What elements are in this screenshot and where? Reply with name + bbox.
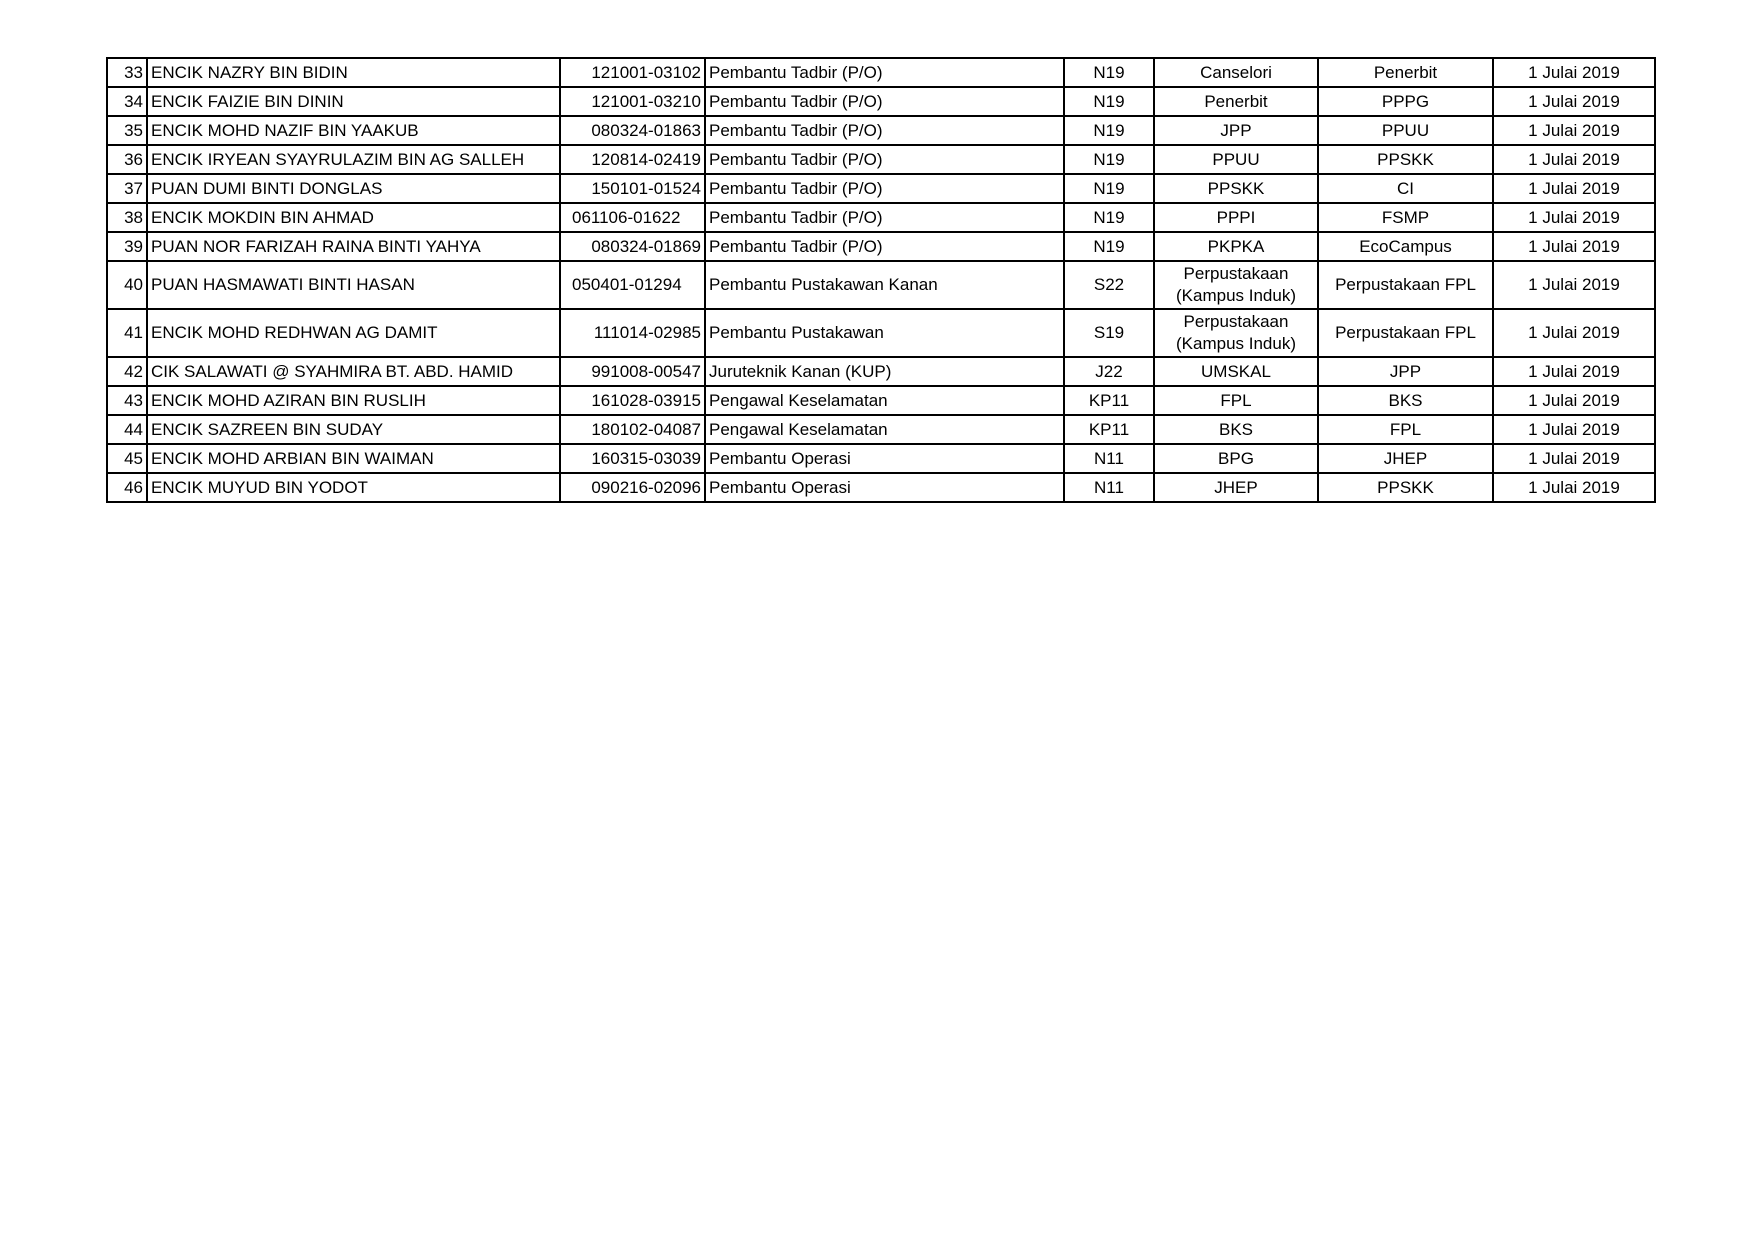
staff-name: ENCIK IRYEAN SYAYRULAZIM BIN AG SALLEH — [147, 145, 560, 174]
row-number: 38 — [107, 203, 147, 232]
from-unit: Canselori — [1154, 58, 1318, 87]
row-number: 40 — [107, 261, 147, 309]
row-number: 45 — [107, 444, 147, 473]
grade: N11 — [1064, 473, 1154, 502]
grade: N19 — [1064, 232, 1154, 261]
staff-name: ENCIK MUYUD BIN YODOT — [147, 473, 560, 502]
staff-id: 050401-01294 — [560, 261, 705, 309]
row-number: 39 — [107, 232, 147, 261]
from-unit: BPG — [1154, 444, 1318, 473]
to-unit: JPP — [1318, 357, 1493, 386]
staff-name: ENCIK NAZRY BIN BIDIN — [147, 58, 560, 87]
from-unit-text: Perpustakaan (Kampus Induk) — [1176, 312, 1296, 353]
grade: J22 — [1064, 357, 1154, 386]
staff-id: 991008-00547 — [560, 357, 705, 386]
from-unit — [1154, 309, 1318, 357]
row-number: 43 — [107, 386, 147, 415]
staff-name: PUAN DUMI BINTI DONGLAS — [147, 174, 560, 203]
staff-id: 080324-01869 — [560, 232, 705, 261]
from-unit-text: Perpustakaan (Kampus Induk) — [1176, 264, 1296, 305]
transfer-table — [106, 57, 1656, 503]
effective-date: 1 Julai 2019 — [1493, 174, 1655, 203]
position: Pembantu Pustakawan Kanan — [705, 261, 1064, 309]
staff-id: 111014-02985 — [560, 309, 705, 357]
effective-date: 1 Julai 2019 — [1493, 386, 1655, 415]
effective-date: 1 Julai 2019 — [1493, 309, 1655, 357]
staff-id: 080324-01863 — [560, 116, 705, 145]
effective-date: 1 Julai 2019 — [1493, 203, 1655, 232]
effective-date: 1 Julai 2019 — [1493, 116, 1655, 145]
staff-id: 150101-01524 — [560, 174, 705, 203]
table-row — [107, 261, 1655, 309]
table-row — [107, 116, 1655, 145]
row-number: 34 — [107, 87, 147, 116]
table-row — [107, 145, 1655, 174]
row-number: 46 — [107, 473, 147, 502]
grade: S22 — [1064, 261, 1154, 309]
to-unit: PPSKK — [1318, 473, 1493, 502]
to-unit: EcoCampus — [1318, 232, 1493, 261]
staff-name: PUAN HASMAWATI BINTI HASAN — [147, 261, 560, 309]
effective-date: 1 Julai 2019 — [1493, 58, 1655, 87]
table-row — [107, 87, 1655, 116]
staff-name: ENCIK MOHD REDHWAN AG DAMIT — [147, 309, 560, 357]
grade: KP11 — [1064, 415, 1154, 444]
effective-date: 1 Julai 2019 — [1493, 145, 1655, 174]
to-unit: JHEP — [1318, 444, 1493, 473]
grade: N19 — [1064, 174, 1154, 203]
position: Pembantu Tadbir (P/O) — [705, 174, 1064, 203]
effective-date: 1 Julai 2019 — [1493, 87, 1655, 116]
from-unit: UMSKAL — [1154, 357, 1318, 386]
grade: N19 — [1064, 145, 1154, 174]
row-number: 35 — [107, 116, 147, 145]
grade: S19 — [1064, 309, 1154, 357]
table-row — [107, 174, 1655, 203]
from-unit: PKPKA — [1154, 232, 1318, 261]
position: Juruteknik Kanan (KUP) — [705, 357, 1064, 386]
grade: KP11 — [1064, 386, 1154, 415]
staff-id: 160315-03039 — [560, 444, 705, 473]
position: Pembantu Tadbir (P/O) — [705, 58, 1064, 87]
table-row — [107, 232, 1655, 261]
to-unit: Perpustakaan FPL — [1318, 261, 1493, 309]
from-unit: JHEP — [1154, 473, 1318, 502]
staff-name: PUAN NOR FARIZAH RAINA BINTI YAHYA — [147, 232, 560, 261]
from-unit: PPPI — [1154, 203, 1318, 232]
to-unit: FSMP — [1318, 203, 1493, 232]
from-unit: JPP — [1154, 116, 1318, 145]
grade: N19 — [1064, 87, 1154, 116]
staff-name: ENCIK FAIZIE BIN DININ — [147, 87, 560, 116]
staff-name: ENCIK MOHD ARBIAN BIN WAIMAN — [147, 444, 560, 473]
row-number: 33 — [107, 58, 147, 87]
row-number: 37 — [107, 174, 147, 203]
effective-date: 1 Julai 2019 — [1493, 473, 1655, 502]
staff-name: ENCIK SAZREEN BIN SUDAY — [147, 415, 560, 444]
grade: N19 — [1064, 203, 1154, 232]
row-number: 41 — [107, 309, 147, 357]
staff-id: 121001-03102 — [560, 58, 705, 87]
from-unit: BKS — [1154, 415, 1318, 444]
staff-id: 120814-02419 — [560, 145, 705, 174]
table-row — [107, 203, 1655, 232]
from-unit: FPL — [1154, 386, 1318, 415]
from-unit: PPUU — [1154, 145, 1318, 174]
effective-date: 1 Julai 2019 — [1493, 444, 1655, 473]
effective-date: 1 Julai 2019 — [1493, 232, 1655, 261]
table-row — [107, 58, 1655, 87]
grade: N19 — [1064, 58, 1154, 87]
staff-id: 090216-02096 — [560, 473, 705, 502]
position: Pembantu Operasi — [705, 473, 1064, 502]
staff-id: 161028-03915 — [560, 386, 705, 415]
table-row — [107, 386, 1655, 415]
table-row — [107, 444, 1655, 473]
position: Pembantu Tadbir (P/O) — [705, 116, 1064, 145]
table-row — [107, 473, 1655, 502]
staff-id: 121001-03210 — [560, 87, 705, 116]
table-row — [107, 309, 1655, 357]
to-unit: BKS — [1318, 386, 1493, 415]
to-unit: Penerbit — [1318, 58, 1493, 87]
row-number: 42 — [107, 357, 147, 386]
row-number: 44 — [107, 415, 147, 444]
position: Pembantu Operasi — [705, 444, 1064, 473]
staff-id: 061106-01622 — [560, 203, 705, 232]
effective-date: 1 Julai 2019 — [1493, 261, 1655, 309]
table-row — [107, 415, 1655, 444]
position: Pembantu Tadbir (P/O) — [705, 232, 1064, 261]
grade: N19 — [1064, 116, 1154, 145]
grade: N11 — [1064, 444, 1154, 473]
effective-date: 1 Julai 2019 — [1493, 415, 1655, 444]
staff-id: 180102-04087 — [560, 415, 705, 444]
to-unit: PPPG — [1318, 87, 1493, 116]
table-row — [107, 357, 1655, 386]
position: Pengawal Keselamatan — [705, 386, 1064, 415]
effective-date: 1 Julai 2019 — [1493, 357, 1655, 386]
position: Pembantu Tadbir (P/O) — [705, 145, 1064, 174]
staff-name: ENCIK MOHD AZIRAN BIN RUSLIH — [147, 386, 560, 415]
row-number: 36 — [107, 145, 147, 174]
position: Pengawal Keselamatan — [705, 415, 1064, 444]
to-unit: CI — [1318, 174, 1493, 203]
staff-name: CIK SALAWATI @ SYAHMIRA BT. ABD. HAMID — [147, 357, 560, 386]
from-unit — [1154, 261, 1318, 309]
to-unit: PPSKK — [1318, 145, 1493, 174]
position: Pembantu Tadbir (P/O) — [705, 203, 1064, 232]
position: Pembantu Pustakawan — [705, 309, 1064, 357]
from-unit: PPSKK — [1154, 174, 1318, 203]
staff-name: ENCIK MOKDIN BIN AHMAD — [147, 203, 560, 232]
to-unit: PPUU — [1318, 116, 1493, 145]
to-unit: Perpustakaan FPL — [1318, 309, 1493, 357]
position: Pembantu Tadbir (P/O) — [705, 87, 1064, 116]
staff-name: ENCIK MOHD NAZIF BIN YAAKUB — [147, 116, 560, 145]
from-unit: Penerbit — [1154, 87, 1318, 116]
to-unit: FPL — [1318, 415, 1493, 444]
